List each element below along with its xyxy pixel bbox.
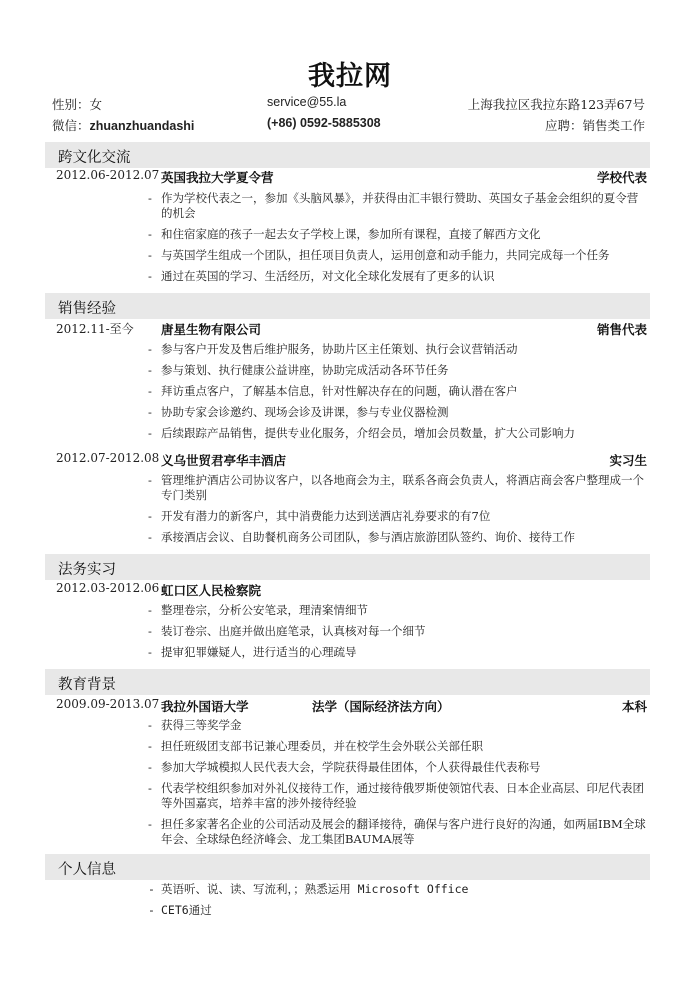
entry-role: 学校代表 (596, 170, 647, 185)
entry-org: 我拉外国语大学 (161, 699, 249, 714)
entry-org: 唐星生物有限公司 (161, 322, 262, 337)
bullet-list (148, 342, 648, 447)
section-title: 销售经验 (58, 301, 116, 317)
entry-date: 2012.11-至今 (56, 322, 134, 336)
bullet-list (148, 191, 648, 290)
list-item: - 整理卷宗，分析公安笔录，理清案情细节 (148, 603, 368, 617)
entry-date: 2012.06-2012.07 (56, 168, 160, 182)
bullet-list (148, 882, 648, 924)
section-title: 跨文化交流 (58, 150, 131, 166)
list-item: - 担任多家著名企业的公司活动及展会的翻译接待，确保与客户进行良好的沟通，如两届IBM全球年会、全球绿色经济峰会、龙工集团BAUMA展等 (148, 817, 646, 846)
section-title: 法务实习 (58, 562, 116, 578)
gender-text: 性别：女 (52, 97, 103, 112)
entry-degree: 本科 (621, 699, 647, 714)
list-item: - 和住宿家庭的孩子一起去女子学校上课，参加所有课程，直接了解西方文化 (148, 227, 541, 241)
list-item: - 承接酒店会议、自助餐机商务公司团队，参与酒店旅游团队签约、询价、接待工作 (148, 530, 575, 544)
entry-date: 2012.03-2012.06 (56, 581, 160, 595)
wechat-row (52, 116, 194, 134)
entry-major: 法学（国际经济法方向） (312, 699, 450, 714)
list-item: - 英语听、说、读、写流利，；熟悉运用 Microsoft Office (148, 882, 469, 896)
list-item: - 协助专家会诊邀约、现场会诊及讲课，参与专业仪器检测 (148, 405, 449, 419)
list-item: - 参加大学城模拟人民代表大会，学院获得最佳团体，个人获得最佳代表称号 (148, 760, 541, 774)
position-value: 销售类工作 (582, 118, 645, 133)
list-item: - CET6通过 (148, 903, 212, 917)
bullet-list (148, 718, 648, 853)
list-item: - 代表学校组织参加对外礼仪接待工作，通过接待俄罗斯使领馆代表、日本企业高层、印尼代表团等外国嘉宾，培养丰富的涉外接待经验 (148, 781, 644, 810)
list-item: - 与英国学生组成一个团队，担任项目负责人，运用创意和动手能力，共同完成每一个任务 (148, 248, 610, 262)
entry-date: 2009.09-2013.07 (56, 697, 160, 711)
bullet-list (148, 473, 648, 551)
section-header-personal (45, 854, 650, 880)
list-item: - 通过在英国的学习、生活经历，对文化全球化发展有了更多的认识 (148, 269, 495, 283)
list-item: - 作为学校代表之一，参加《头脑风暴》，并获得由汇丰银行赞助、英国女子基金会组织的夏令营的机会 (148, 191, 639, 220)
position-row (545, 116, 645, 134)
entry-org: 英国我拉大学夏令营 (161, 170, 274, 185)
entry-org: 虹口区人民检察院 (161, 583, 262, 598)
list-item: - 担任班级团支部书记兼心理委员，并在校学生会外联公关部任职 (148, 739, 483, 753)
phone-text: (+86) 0592-5885308 (267, 116, 381, 130)
entry-role: 实习生 (609, 453, 647, 468)
section-header-cross-culture (45, 142, 650, 168)
position-label: 应聘： (544, 118, 583, 133)
entry-org: 义乌世贸君亭华丰酒店 (161, 453, 287, 468)
section-header-sales (45, 293, 650, 319)
list-item: - 提审犯罪嫌疑人，进行适当的心理疏导 (148, 645, 357, 659)
list-item: - 参与客户开发及售后维护服务，协助片区主任策划、执行会议营销活动 (148, 342, 518, 356)
list-item: - 参与策划、执行健康公益讲座，协助完成活动各环节任务 (148, 363, 449, 377)
entry-date: 2012.07-2012.08 (56, 451, 160, 465)
section-title: 个人信息 (58, 862, 116, 878)
list-item: - 获得三等奖学金 (148, 718, 242, 732)
section-title: 教育背景 (58, 677, 116, 693)
section-header-law (45, 554, 650, 580)
address-text: 上海我拉区我拉东路123弄67号 (467, 97, 645, 112)
list-item: - 装订卷宗、出庭并做出庭笔录，认真核对每一个细节 (148, 624, 426, 638)
resume-name: 我拉网 (308, 61, 392, 92)
list-item: - 后续跟踪产品销售，提供专业化服务，介绍会员，增加会员数量，扩大公司影响力 (148, 426, 575, 440)
wechat-id: zhuanzhuandashi (89, 119, 195, 133)
email-text: service@55.la (267, 95, 347, 109)
bullet-list (148, 603, 648, 666)
list-item: - 拜访重点客户，了解基本信息，针对性解决存在的问题，确认潜在客户 (148, 384, 518, 398)
list-item: - 开发有潜力的新客户，其中消费能力达到送酒店礼券要求的有7位 (148, 509, 491, 523)
list-item: - 管理维护酒店公司协议客户，以各地商会为主，联系各商会负责人，将酒店商会客户整理成一个专门类别 (148, 473, 644, 502)
section-header-education (45, 669, 650, 695)
entry-role: 销售代表 (596, 322, 647, 337)
wechat-label: 微信： (52, 118, 90, 133)
